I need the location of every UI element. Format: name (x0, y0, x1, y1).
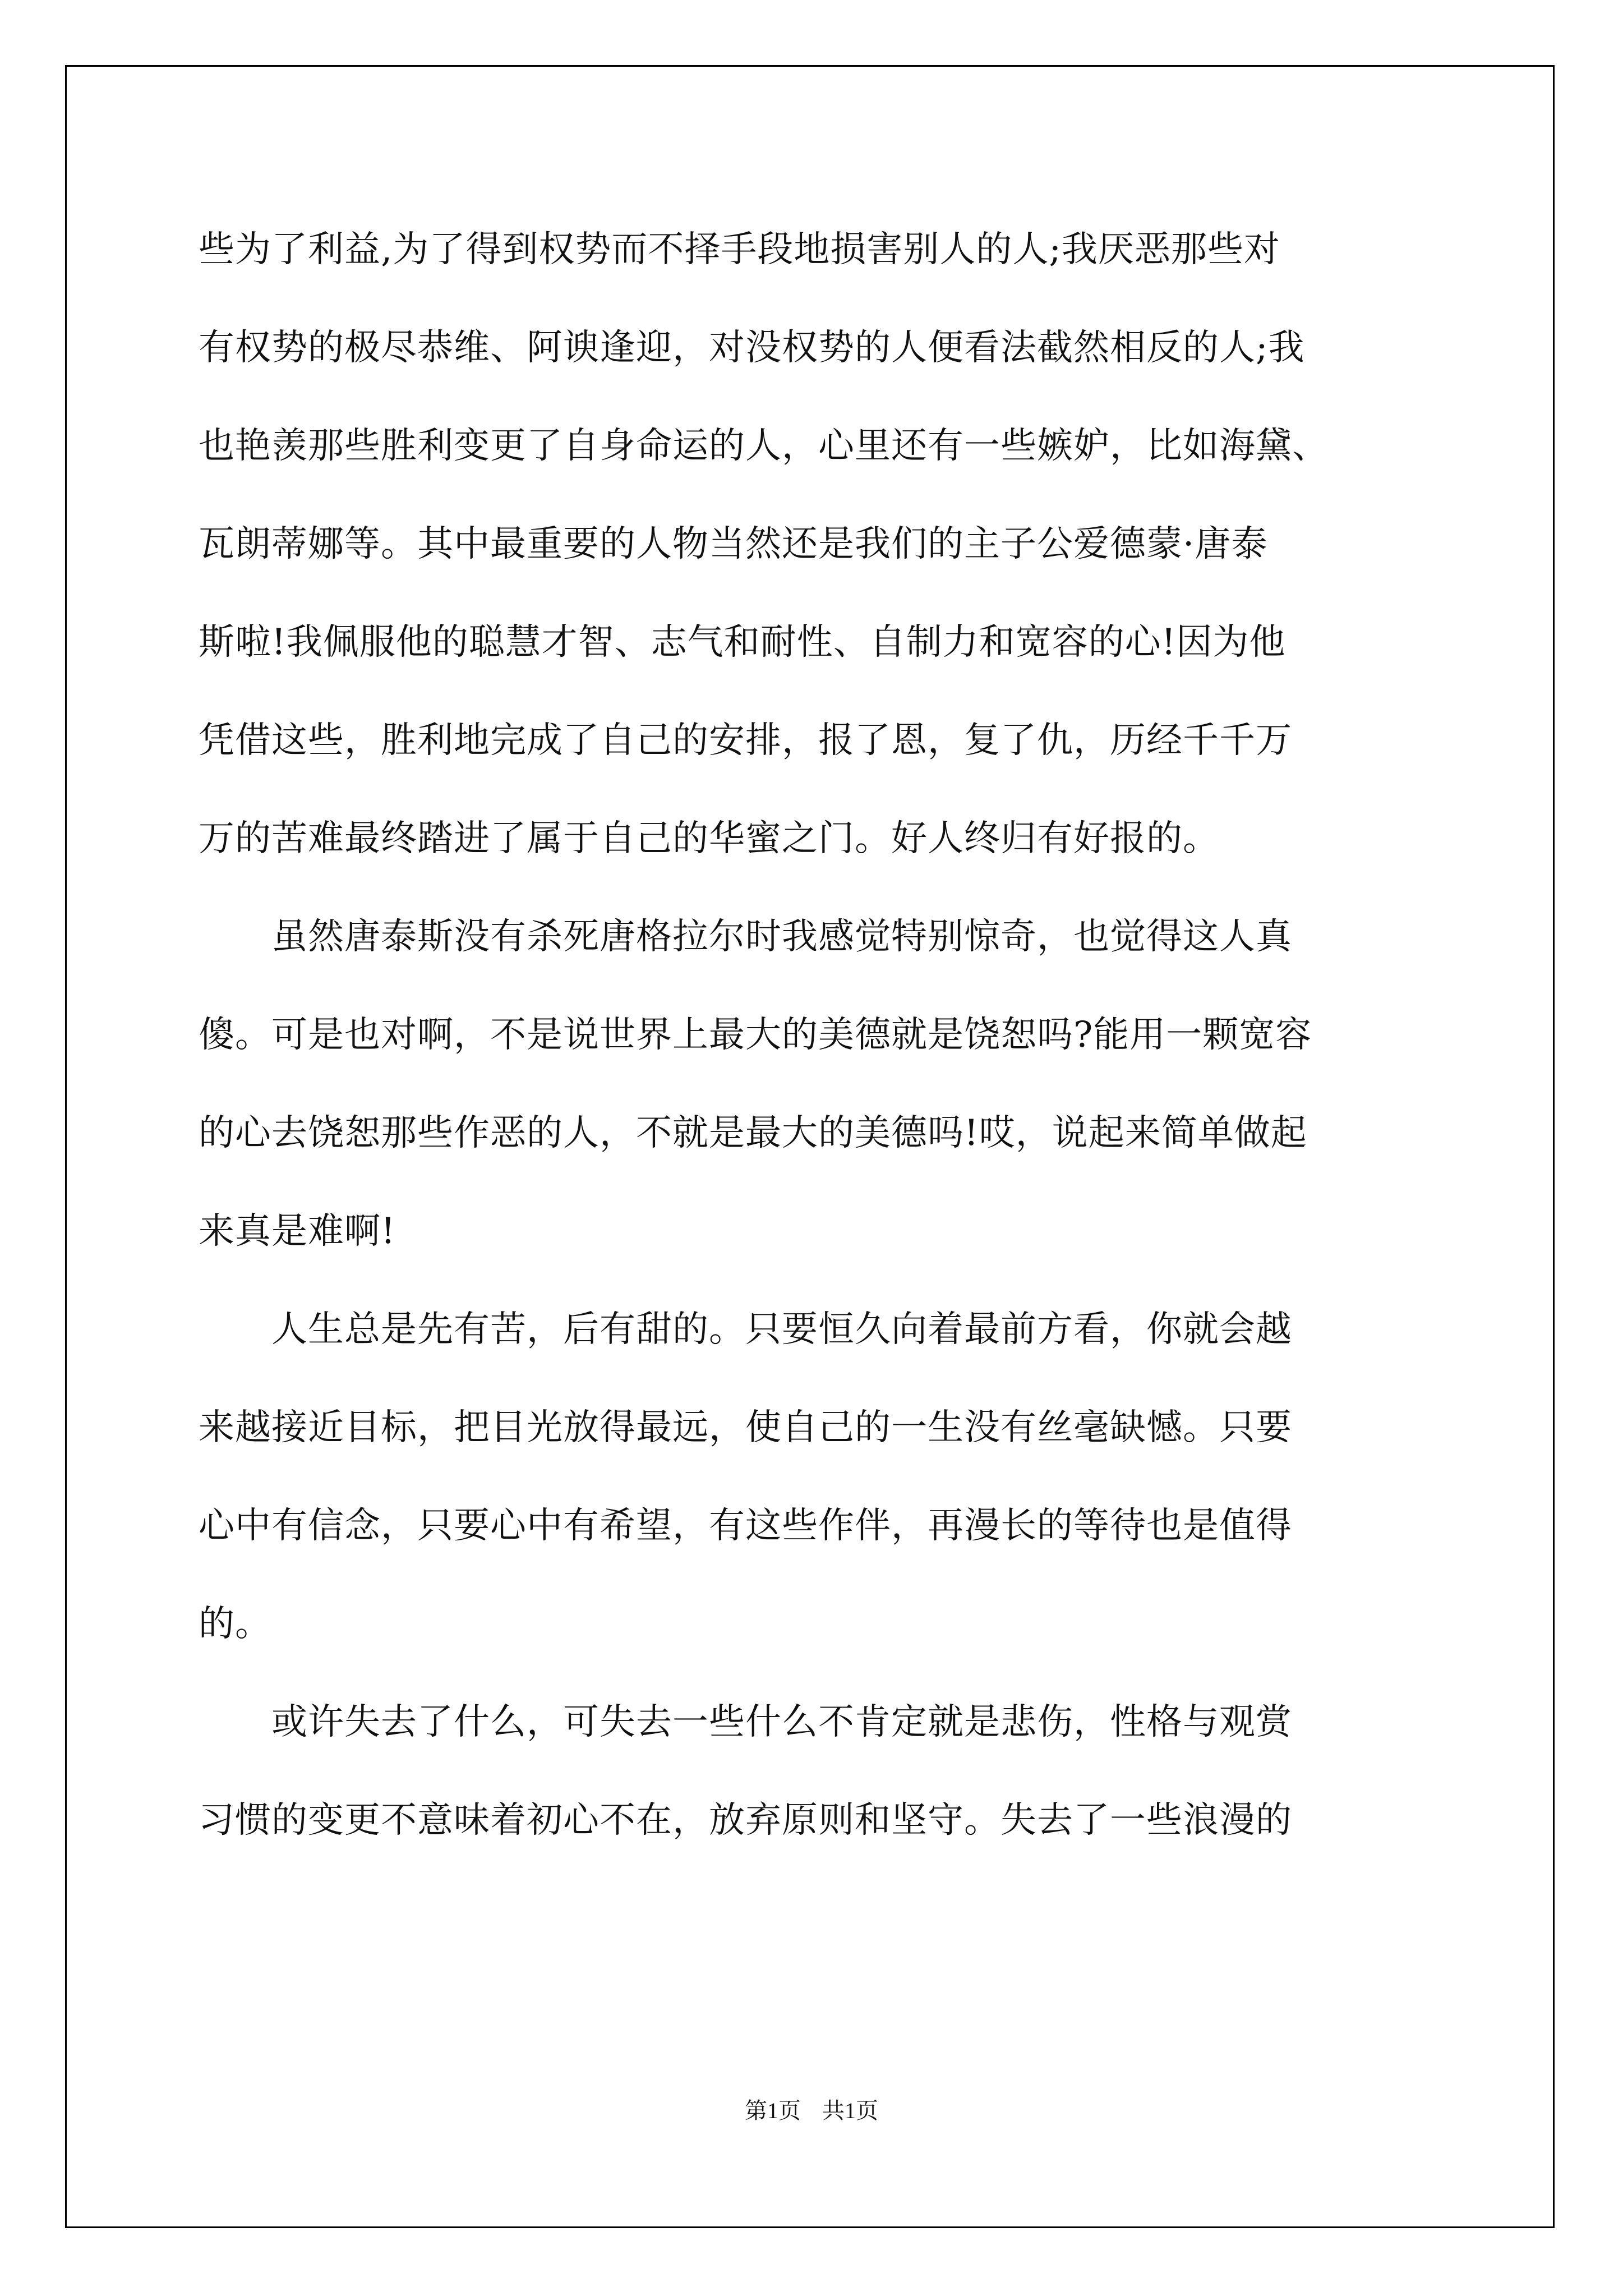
page-footer (0, 2097, 1623, 2125)
body-text-line: 虽然唐泰斯没有杀死唐格拉尔时我感觉特别惊奇，也觉得这人真 (199, 916, 1292, 958)
body-text-line: 也艳羡那些胜利变更了自身命运的人，心里还有一些嫉妒，比如海黛、 (199, 425, 1329, 467)
page-number: 第1页 (745, 2098, 801, 2123)
body-text-line: 斯啦!我佩服他的聪慧才智、志气和耐性、自制力和宽容的心!因为他 (199, 622, 1286, 663)
body-text-line: 心中有信念，只要心中有希望，有这些作伴，再漫长的等待也是值得 (199, 1505, 1292, 1547)
body-text-line: 瓦朗蒂娜等。其中最重要的人物当然还是我们的主子公爱德蒙·唐泰 (199, 523, 1268, 565)
body-text-line: 的。 (199, 1603, 271, 1645)
body-text-line: 的心去饶恕那些作恶的人，不就是最大的美德吗!哎，说起来简单做起 (199, 1112, 1307, 1154)
body-text-line: 傻。可是也对啊，不是说世界上最大的美德就是饶恕吗?能用一颗宽容 (199, 1014, 1312, 1056)
page-total: 共1页 (822, 2098, 878, 2123)
body-text-line: 来越接近目标，把目光放得最远，使自己的一生没有丝毫缺憾。只要 (199, 1407, 1292, 1448)
body-text-line: 来真是难啊! (199, 1211, 396, 1252)
body-text-line: 或许失去了什么，可失去一些什么不肯定就是悲伤，性格与观赏 (199, 1701, 1292, 1743)
body-text-line: 人生总是先有苦，后有甜的。只要恒久向着最前方看，你就会越 (199, 1309, 1292, 1350)
body-text-line: 有权势的极尽恭维、阿谀逢迎，对没权势的人便看法截然相反的人;我 (199, 327, 1305, 369)
body-text-line: 万的苦难最终踏进了属于自己的华蜜之门。好人终归有好报的。 (199, 818, 1219, 859)
body-text-line: 习惯的变更不意味着初心不在，放弃原则和坚守。失去了一些浪漫的 (199, 1800, 1292, 1841)
body-text-line: 些为了利益,为了得到权势而不择手段地损害别人的人;我厌恶那些对 (199, 229, 1280, 270)
body-text-line: 凭借这些，胜利地完成了自己的安排，报了恩，复了仇，历经千千万 (199, 720, 1292, 761)
